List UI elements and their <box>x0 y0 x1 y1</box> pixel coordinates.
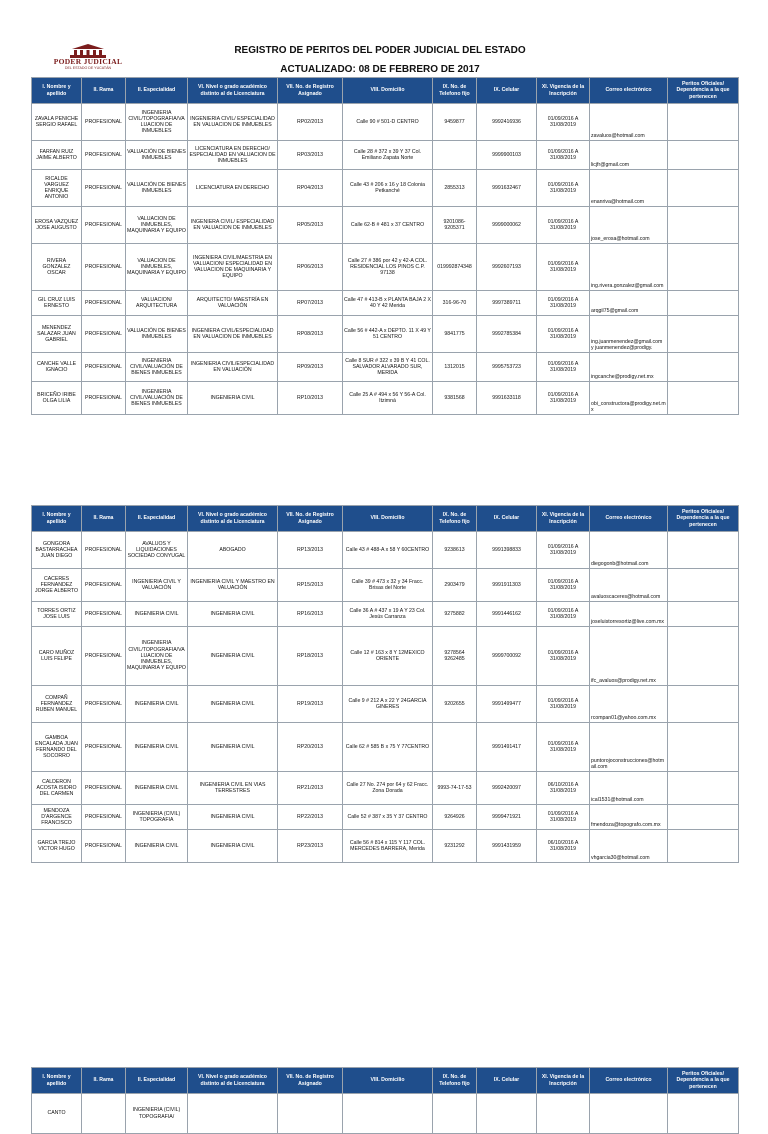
cell-name: CALDERON ACOSTA ISIDRO DEL CARMEN <box>32 772 82 805</box>
cell-telefono <box>433 141 477 170</box>
cell-correo: ing.juanmenendez@gmail.com y juanmenendez@prodigy. <box>590 316 668 353</box>
cell-rama: PROFESIONAL <box>82 830 126 863</box>
cell-dependencia <box>668 291 739 316</box>
cell-registro: RP03/2013 <box>278 141 343 170</box>
cell-nivel-academico: ABOGADO <box>188 532 278 569</box>
cell-dependencia <box>668 772 739 805</box>
cell-domicilio: Calle 8 SUR # 322 x 39 B Y 41 COL. SALVADOR ALVARADO SUR, MERIDA <box>343 353 433 382</box>
cell-rama: PROFESIONAL <box>82 104 126 141</box>
table-row <box>32 104 739 141</box>
column-header-registro: VII. No. de Registro Asignado <box>278 506 343 532</box>
cell-registro: RP15/2013 <box>278 569 343 602</box>
table-row <box>32 316 739 353</box>
cell-vigencia: 01/09/2016 A 31/08/2019 <box>537 353 590 382</box>
cell-correo: ifc_avaluos@prodigy.net.mx <box>590 627 668 686</box>
column-header-correo: Correo electrónico <box>590 506 668 532</box>
cell-name: GONGORA BASTARRACHEA JUAN DIEGO <box>32 532 82 569</box>
cell-nivel-academico: INGENIERIA CIVIL/ESPECIALIDAD EN VALUACIÓN <box>188 353 278 382</box>
cell-telefono: 9275882 <box>433 602 477 627</box>
page-title: REGISTRO DE PERITOS DEL PODER JUDICIAL DEL ESTADO <box>234 45 526 56</box>
cell-domicilio: Calle 12 # 163 x 8 Y 12MEXICO ORIENTE <box>343 627 433 686</box>
cell-celular: 9992607193 <box>477 244 537 291</box>
cell-celular: 9991398833 <box>477 532 537 569</box>
cell-especialidad: INGENIERIA CIVIL/VALUACIÓN DE BIENES INMUEBLES <box>126 382 188 415</box>
cell-vigencia: 01/09/2016 A 31/08/2019 <box>537 627 590 686</box>
cell-domicilio: Calle 62-B # 481 x 37 CENTRO <box>343 207 433 244</box>
cell-telefono <box>433 1094 477 1134</box>
cell-name: ZAVALA PENICHE SERGIO RAFAEL <box>32 104 82 141</box>
perito-register-table-2 <box>31 505 739 863</box>
cell-rama: PROFESIONAL <box>82 207 126 244</box>
cell-vigencia: 01/09/2016 A 31/08/2019 <box>537 805 590 830</box>
cell-vigencia: 01/09/2016 A 31/08/2019 <box>537 291 590 316</box>
cell-vigencia: 01/09/2016 A 31/08/2019 <box>537 104 590 141</box>
cell-dependencia <box>668 382 739 415</box>
cell-domicilio: Calle 43 # 488-A x 58 Y 60CENTRO <box>343 532 433 569</box>
cell-especialidad: VALUACION/ ARQUITECTURA <box>126 291 188 316</box>
column-header-especialidad: II. Especialidad <box>126 78 188 104</box>
cell-rama: PROFESIONAL <box>82 244 126 291</box>
column-header-celular: IX. Celular <box>477 78 537 104</box>
cell-domicilio: Calle 27 No. 274 por 64 y 62 Fracc. Zona Dorada <box>343 772 433 805</box>
header-row <box>32 506 739 532</box>
cell-registro: RP05/2013 <box>278 207 343 244</box>
cell-telefono: 9231292 <box>433 830 477 863</box>
cell-correo: enanriva@hotmail.com <box>590 170 668 207</box>
cell-registro: RP10/2013 <box>278 382 343 415</box>
cell-dependencia <box>668 723 739 772</box>
cell-vigencia: 01/09/2016 A 31/08/2019 <box>537 602 590 627</box>
column-header-telefono: IX. No. de Telefono fijo <box>433 78 477 104</box>
cell-especialidad: INGENIERIA (CIVIL) TOPOGRAFIA/ <box>126 1094 188 1134</box>
table-row <box>32 686 739 723</box>
cell-domicilio: Calle 56 # 442-A x DEPTO. 11 X 49 Y 51 CENTRO <box>343 316 433 353</box>
cell-name: EROSA VAZQUEZ JOSE AUGUSTO <box>32 207 82 244</box>
cell-registro: RP08/2013 <box>278 316 343 353</box>
cell-telefono: 019992874348 <box>433 244 477 291</box>
header-row <box>32 78 739 104</box>
cell-correo: joseluistorresortiz@live.com.mx <box>590 602 668 627</box>
cell-dependencia <box>668 353 739 382</box>
cell-celular: 9997389711 <box>477 291 537 316</box>
cell-telefono: 9238613 <box>433 532 477 569</box>
cell-domicilio: Calle 47 # 413-B x PLANTA BAJA 2 X 40 Y 42 Merida <box>343 291 433 316</box>
cell-vigencia: 01/09/2016 A 31/08/2019 <box>537 532 590 569</box>
table-row <box>32 170 739 207</box>
cell-celular: 9992420097 <box>477 772 537 805</box>
column-header-celular: IX. Celular <box>477 506 537 532</box>
cell-domicilio: Calle 43 # 206 x 16 y 18 Colonia Petkanché <box>343 170 433 207</box>
table-row <box>32 382 739 415</box>
cell-especialidad: INGENIERIA (CIVIL) TOPOGRAFIA <box>126 805 188 830</box>
cell-name: CANTO <box>32 1094 82 1134</box>
column-header-dependencia: Peritos Oficiales/ Dependencia a la que pertenecen <box>668 1068 739 1094</box>
cell-celular: 9999000062 <box>477 207 537 244</box>
cell-rama: PROFESIONAL <box>82 805 126 830</box>
cell-name: MENDOZA D'ARGENCE FRANCISCO <box>32 805 82 830</box>
cell-vigencia <box>537 1094 590 1134</box>
column-header-rama: II. Rama <box>82 78 126 104</box>
courthouse-icon <box>68 44 108 58</box>
cell-celular: 9999900103 <box>477 141 537 170</box>
cell-nivel-academico: INGENIERIA CIVIL <box>188 382 278 415</box>
cell-dependencia <box>668 830 739 863</box>
cell-rama: PROFESIONAL <box>82 602 126 627</box>
header-row <box>32 1068 739 1094</box>
cell-domicilio: Calle 27 # 386 por 42 y 42-A COL. RESIDENCIAL LOS PINOS C.P. 97138 <box>343 244 433 291</box>
perito-register-table-1 <box>31 77 739 415</box>
cell-telefono: 9459877 <box>433 104 477 141</box>
cell-registro <box>278 1094 343 1134</box>
cell-correo: ingcanche@prodigy.net.mx <box>590 353 668 382</box>
cell-vigencia: 01/09/2016 A 31/08/2019 <box>537 723 590 772</box>
column-header-domicilio: VIII. Domicilio <box>343 78 433 104</box>
column-header-especialidad: II. Especialidad <box>126 1068 188 1094</box>
logo-subtitle: DEL ESTADO DE YUCATÁN <box>64 66 112 70</box>
cell-nivel-academico <box>188 1094 278 1134</box>
cell-nivel-academico: INGENIERIA CIVIL <box>188 686 278 723</box>
cell-rama <box>82 1094 126 1134</box>
cell-especialidad: VALUACIÓN DE BIENES INMUEBLES <box>126 170 188 207</box>
cell-registro: RP02/2013 <box>278 104 343 141</box>
cell-celular: 9991911303 <box>477 569 537 602</box>
cell-correo: rcompan01@yahoo.com.mx <box>590 686 668 723</box>
cell-especialidad: INGENIERIA CIVIL <box>126 723 188 772</box>
cell-domicilio: Calle 62 # 585 B x 75 Y 77CENTRO <box>343 723 433 772</box>
cell-especialidad: INGENIERIA CIVIL/TOPOGRAFIA/VALUACION DE INMUEBLES <box>126 104 188 141</box>
cell-nivel-academico: INGENIERA CIVIL/MAESTRIA EN VALUACION/ ESPECIALIDAD EN VALUACION DE MAQUINARIA Y EQUIPO <box>188 244 278 291</box>
table-row <box>32 141 739 170</box>
cell-rama: PROFESIONAL <box>82 316 126 353</box>
cell-registro: RP18/2013 <box>278 627 343 686</box>
cell-correo: fmendoza@topografo.com.mx <box>590 805 668 830</box>
cell-especialidad: AVALUOS Y LIQUIDACIONES SOCIEDAD CONYUGAL <box>126 532 188 569</box>
cell-dependencia <box>668 532 739 569</box>
cell-correo: obi_constructora@prodigy.net.mx <box>590 382 668 415</box>
cell-registro: RP16/2013 <box>278 602 343 627</box>
table-row <box>32 353 739 382</box>
table-row <box>32 207 739 244</box>
cell-nivel-academico: INGENIERIA CIVIL <box>188 830 278 863</box>
column-header-name: I. Nombre y apellido <box>32 78 82 104</box>
cell-registro: RP20/2013 <box>278 723 343 772</box>
table-row <box>32 805 739 830</box>
cell-nivel-academico: INGENIERIA CIVIL <box>188 723 278 772</box>
cell-name: RIVERA GONZALEZ OSCAR <box>32 244 82 291</box>
column-header-telefono: IX. No. de Telefono fijo <box>433 1068 477 1094</box>
cell-celular: 9999700092 <box>477 627 537 686</box>
column-header-rama: II. Rama <box>82 506 126 532</box>
cell-telefono <box>433 723 477 772</box>
cell-telefono: 1312015 <box>433 353 477 382</box>
cell-celular: 9991499477 <box>477 686 537 723</box>
cell-especialidad: VALUACION DE INMUEBLES, MAQUINARIA Y EQUIPO <box>126 244 188 291</box>
cell-name: BRICEÑO IRIBE OLGA LILIA <box>32 382 82 415</box>
cell-vigencia: 01/09/2016 A 31/08/2019 <box>537 141 590 170</box>
cell-name: GAMBOA ENCALADA JUAN FERNANDO DEL SOCORRO <box>32 723 82 772</box>
cell-celular: 9991491417 <box>477 723 537 772</box>
cell-registro: RP23/2013 <box>278 830 343 863</box>
cell-rama: PROFESIONAL <box>82 686 126 723</box>
cell-domicilio: Calle 39 # 473 x 32 y 34 Fracc. Brisas del Norte <box>343 569 433 602</box>
table-row <box>32 830 739 863</box>
cell-celular: 9991632467 <box>477 170 537 207</box>
cell-registro: RP06/2013 <box>278 244 343 291</box>
table-row <box>32 532 739 569</box>
cell-correo <box>590 1094 668 1134</box>
column-header-nivel-academico: VI. Nivel o grado académico distinto al de Licenciatura <box>188 506 278 532</box>
cell-registro: RP04/2013 <box>278 170 343 207</box>
updated-date: ACTUALIZADO: 08 DE FEBRERO DE 2017 <box>280 64 480 75</box>
cell-telefono: 9202655 <box>433 686 477 723</box>
cell-rama: PROFESIONAL <box>82 382 126 415</box>
cell-telefono: 9993-74-17-53 <box>433 772 477 805</box>
cell-name: CARO MUÑOZ LUIS FELIPE <box>32 627 82 686</box>
column-header-dependencia: Peritos Oficiales/ Dependencia a la que pertenecen <box>668 506 739 532</box>
cell-name: CACERES FERNANDEZ JORGE ALBERTO <box>32 569 82 602</box>
cell-rama: PROFESIONAL <box>82 772 126 805</box>
cell-nivel-academico: INGENIERIA CIVIL Y MAESTRO EN VALUACIÓN <box>188 569 278 602</box>
column-header-nivel-academico: VI. Nivel o grado académico distinto al de Licenciatura <box>188 1068 278 1094</box>
cell-name: TORRES ORTIZ JOSE LUIS <box>32 602 82 627</box>
cell-especialidad: INGENIERIA CIVIL/TOPOGRAFIA/VALUACION DE INMUEBLES, MAQUINARIA Y EQUIPO <box>126 627 188 686</box>
cell-name: CANCHE VALLE IGNACIO <box>32 353 82 382</box>
cell-telefono: 9278564 9262485 <box>433 627 477 686</box>
cell-celular: 9991446162 <box>477 602 537 627</box>
cell-rama: PROFESIONAL <box>82 170 126 207</box>
cell-vigencia: 01/09/2016 A 31/08/2019 <box>537 382 590 415</box>
cell-dependencia <box>668 316 739 353</box>
cell-especialidad: INGENIERIA CIVIL Y VALUACIÓN <box>126 569 188 602</box>
cell-correo: avaluoscaceres@hotmail.com <box>590 569 668 602</box>
cell-especialidad: VALUACION DE INMUEBLES, MAQUINARIA Y EQUIPO <box>126 207 188 244</box>
column-header-name: I. Nombre y apellido <box>32 1068 82 1094</box>
cell-celular <box>477 1094 537 1134</box>
cell-correo: ical1531@hotmail.com <box>590 772 668 805</box>
cell-registro: RP13/2013 <box>278 532 343 569</box>
cell-name: RICALDE VARGUEZ ENRIQUE ANTONIO <box>32 170 82 207</box>
cell-vigencia: 01/09/2016 A 31/08/2019 <box>537 207 590 244</box>
cell-telefono: 316-96-70 <box>433 291 477 316</box>
cell-especialidad: VALUACIÓN DE BIENES INMUEBLES <box>126 141 188 170</box>
cell-domicilio: Calle 9 # 212 A x 22 Y 24GARCIA GINERES <box>343 686 433 723</box>
cell-especialidad: INGENIERIA CIVIL <box>126 830 188 863</box>
cell-dependencia <box>668 627 739 686</box>
cell-dependencia <box>668 207 739 244</box>
cell-dependencia <box>668 170 739 207</box>
cell-vigencia: 01/09/2016 A 31/08/2019 <box>537 244 590 291</box>
column-header-vigencia: XI. Vigencia de la Inscripción <box>537 1068 590 1094</box>
cell-dependencia <box>668 104 739 141</box>
table-row <box>32 602 739 627</box>
column-header-domicilio: VIII. Domicilio <box>343 506 433 532</box>
cell-name: GARCIA TREJO VICTOR HUGO <box>32 830 82 863</box>
cell-correo: vhgarcia30@hotmail.com <box>590 830 668 863</box>
cell-name: GIL CRUZ LUIS ERNESTO <box>32 291 82 316</box>
cell-vigencia: 06/10/2016 A 31/08/2019 <box>537 830 590 863</box>
cell-correo: puntorojoconstrucciones@hotmail.com <box>590 723 668 772</box>
cell-especialidad: VALUACIÓN DE BIENES INMUEBLES <box>126 316 188 353</box>
column-header-registro: VII. No. de Registro Asignado <box>278 78 343 104</box>
cell-rama: PROFESIONAL <box>82 532 126 569</box>
column-header-domicilio: VIII. Domicilio <box>343 1068 433 1094</box>
cell-telefono: 9381568 <box>433 382 477 415</box>
cell-correo: diegogonb@hotmail.com <box>590 532 668 569</box>
cell-domicilio: Calle 36 A # 437 x 19 A Y 23 Col. Jesús Carranza <box>343 602 433 627</box>
cell-nivel-academico: LICENCIATURA EN DERECHO/ ESPECIALIDAD EN VALUACION DE INMUEBLES <box>188 141 278 170</box>
cell-domicilio: Calle 52 # 387 x 35 Y 37 CENTRO <box>343 805 433 830</box>
table-row <box>32 772 739 805</box>
column-header-vigencia: XI. Vigencia de la Inscripción <box>537 78 590 104</box>
table-row <box>32 1094 739 1134</box>
table-row <box>32 723 739 772</box>
cell-celular: 9999471921 <box>477 805 537 830</box>
cell-dependencia <box>668 141 739 170</box>
cell-correo: jose_erosa@hotmail.com <box>590 207 668 244</box>
perito-register-table-3 <box>31 1067 739 1134</box>
cell-celular: 9992785384 <box>477 316 537 353</box>
column-header-nivel-academico: VI. Nivel o grado académico distinto al de Licenciatura <box>188 78 278 104</box>
cell-correo: arqgil75@gmail.com <box>590 291 668 316</box>
cell-registro: RP19/2013 <box>278 686 343 723</box>
cell-correo: licjfr@gmail.com <box>590 141 668 170</box>
column-header-rama: II. Rama <box>82 1068 126 1094</box>
cell-dependencia <box>668 686 739 723</box>
logo-name: PODER JUDICIAL <box>53 57 123 66</box>
table-row <box>32 569 739 602</box>
cell-rama: PROFESIONAL <box>82 627 126 686</box>
cell-telefono: 2903479 <box>433 569 477 602</box>
column-header-correo: Correo electrónico <box>590 1068 668 1094</box>
cell-especialidad: INGENIERIA CIVIL <box>126 602 188 627</box>
column-header-correo: Correo electrónico <box>590 78 668 104</box>
column-header-registro: VII. No. de Registro Asignado <box>278 1068 343 1094</box>
cell-registro: RP21/2013 <box>278 772 343 805</box>
cell-name: FARFAN RUIZ JAIME ALBERTO <box>32 141 82 170</box>
cell-domicilio: Calle 56 # 814 x 115 Y 117 COL. MERCEDES BARRERA, Merida <box>343 830 433 863</box>
cell-dependencia <box>668 602 739 627</box>
cell-nivel-academico: LICENCIATURA EN DERECHO <box>188 170 278 207</box>
cell-vigencia: 01/09/2016 A 31/08/2019 <box>537 569 590 602</box>
cell-vigencia: 01/09/2016 A 31/08/2019 <box>537 686 590 723</box>
cell-telefono: 2855313 <box>433 170 477 207</box>
cell-especialidad: INGENIERIA CIVIL <box>126 772 188 805</box>
cell-nivel-academico: INGENIERIA CIVIL <box>188 805 278 830</box>
cell-vigencia: 01/09/2016 A 31/08/2019 <box>537 170 590 207</box>
cell-dependencia <box>668 805 739 830</box>
cell-telefono: 9201086-9205371 <box>433 207 477 244</box>
cell-domicilio <box>343 1094 433 1134</box>
cell-rama: PROFESIONAL <box>82 353 126 382</box>
cell-rama: PROFESIONAL <box>82 569 126 602</box>
cell-name: MENENDEZ SALAZAR JUAN GABRIEL <box>32 316 82 353</box>
cell-nivel-academico: INGENIERIA CIVIL EN VIAS TERRESTRES <box>188 772 278 805</box>
cell-nivel-academico: INGENIERIA CIVIL <box>188 602 278 627</box>
cell-celular: 9992416936 <box>477 104 537 141</box>
cell-nivel-academico: INGENIERIA CIVIL/ ESPECIALIDAD EN VALUACION DE INMUEBLES <box>188 104 278 141</box>
cell-dependencia <box>668 1094 739 1134</box>
column-header-celular: IX. Celular <box>477 1068 537 1094</box>
cell-rama: PROFESIONAL <box>82 291 126 316</box>
cell-nivel-academico: INGENIERIA CIVIL <box>188 627 278 686</box>
table-row <box>32 627 739 686</box>
cell-especialidad: INGENIERIA CIVIL <box>126 686 188 723</box>
cell-nivel-academico: ARQUITECTO/ MAESTRÍA EN VALUACIÓN <box>188 291 278 316</box>
cell-telefono: 9264926 <box>433 805 477 830</box>
cell-celular: 9991633118 <box>477 382 537 415</box>
cell-celular: 9995753723 <box>477 353 537 382</box>
cell-vigencia: 06/10/2016 A 31/08/2019 <box>537 772 590 805</box>
cell-registro: RP07/2013 <box>278 291 343 316</box>
cell-especialidad: INGENIERIA CIVIL/VALUACIÓN DE BIENES INMUEBLES <box>126 353 188 382</box>
column-header-especialidad: II. Especialidad <box>126 506 188 532</box>
cell-rama: PROFESIONAL <box>82 141 126 170</box>
cell-rama: PROFESIONAL <box>82 723 126 772</box>
cell-vigencia: 01/09/2016 A 31/08/2019 <box>537 316 590 353</box>
cell-telefono: 9841775 <box>433 316 477 353</box>
column-header-name: I. Nombre y apellido <box>32 506 82 532</box>
column-header-dependencia: Peritos Oficiales/ Dependencia a la que pertenecen <box>668 78 739 104</box>
cell-correo: zavaluos@hotmail.com <box>590 104 668 141</box>
table-row <box>32 291 739 316</box>
cell-celular: 9991431959 <box>477 830 537 863</box>
cell-domicilio: Calle 90 # 501-D CENTRO <box>343 104 433 141</box>
poder-judicial-logo <box>52 44 124 74</box>
cell-dependencia <box>668 569 739 602</box>
cell-registro: RP09/2013 <box>278 353 343 382</box>
cell-name: COMPAÑ FERNANDEZ RUBEN MANUEL <box>32 686 82 723</box>
cell-dependencia <box>668 244 739 291</box>
cell-nivel-academico: INGENIERA CIVIL/ ESPECIALIDAD EN VALUACION DE INMUEBLES <box>188 207 278 244</box>
table-row <box>32 244 739 291</box>
cell-domicilio: Calle 25 A # 494 x 56 Y 56-A Col. Itzimná <box>343 382 433 415</box>
column-header-vigencia: XI. Vigencia de la Inscripción <box>537 506 590 532</box>
cell-correo: ing.rivera.gonzalez@gmail.com <box>590 244 668 291</box>
cell-registro: RP22/2013 <box>278 805 343 830</box>
cell-domicilio: Calle 28 # 372 x 39 Y 37 Col. Emiliano Zapata Norte <box>343 141 433 170</box>
cell-nivel-academico: INGENIERA CIVIL/ESPECIALIDAD EN VALUACION DE INMUEBLES <box>188 316 278 353</box>
column-header-telefono: IX. No. de Telefono fijo <box>433 506 477 532</box>
